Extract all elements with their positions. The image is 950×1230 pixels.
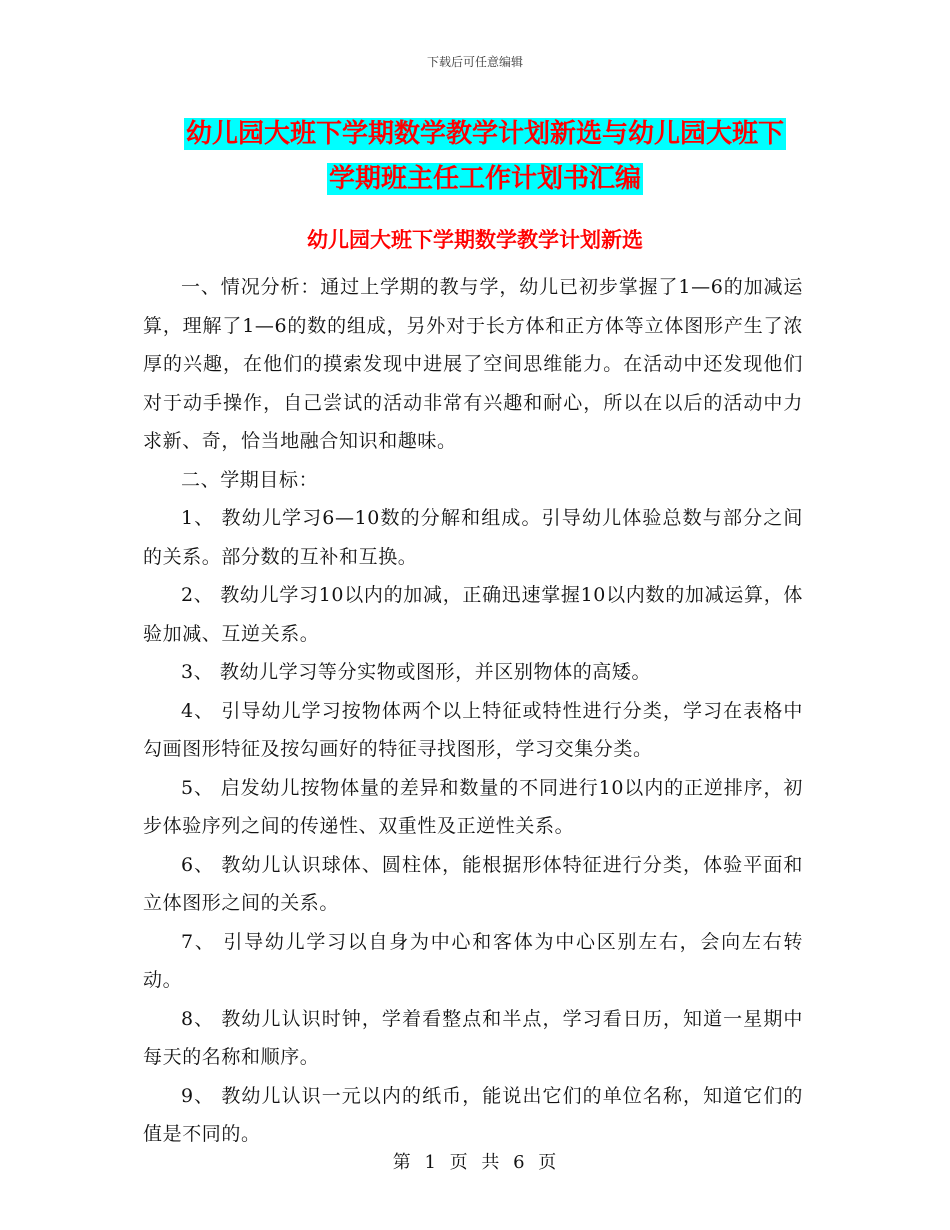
footer-total-label: 共 [481, 1152, 501, 1173]
footer-suffix: 页 [538, 1152, 558, 1173]
goal-item-4: 4、 引导幼儿学习按物体两个以上特征或特性进行分类，学习在表格中勾画图形特征及按勾画好的特征寻找图形，学习交集分类。 [143, 699, 803, 760]
paragraph-situation-analysis: 一、情况分析：通过上学期的教与学，幼儿已初步掌握了1—6的加减运算，理解了1—6的数的组成，另外对于长方体和正方体等立体图形产生了浓厚的兴趣，在他们的摸索发现中进展了空间思维能力。在活动中还发现他们对于动手操作，自己尝试的活动非常有兴趣和耐心，所以在以后的活动中力求新、奇，恰当地融合知识和趣味。 [143, 276, 803, 452]
goal-item-3: 3、 教幼儿学习等分实物或图形，并区别物体的高矮。 [181, 661, 652, 683]
title-line-2: 学期班主任工作计划书汇编 [328, 164, 641, 194]
goal-item-9: 9、 教幼儿认识一元以内的纸币，能说出它们的单位名称，知道它们的值是不同的。 [143, 1084, 803, 1145]
document-title [140, 112, 830, 202]
footer-page-number: 1 [424, 1152, 437, 1173]
goal-item-7: 7、 引导幼儿学习以自身为中心和客体为中心区别左右，会向左右转动。 [143, 930, 803, 991]
goal-item-5: 5、 启发幼儿按物体量的差异和数量的不同进行10以内的正逆排序，初步体验序列之间的传递性、双重性及正逆性关系。 [143, 776, 803, 837]
paragraph-semester-goals: 二、学期目标： [181, 468, 319, 491]
goal-item-8: 8、 教幼儿认识时钟，学着看整点和半点，学习看日历，知道一星期中每天的名称和顺序。 [143, 1007, 803, 1068]
footer-page-label: 页 [449, 1152, 469, 1173]
footer-prefix: 第 [392, 1152, 412, 1173]
body-text [143, 268, 803, 1154]
title-line-1: 幼儿园大班下学期数学教学计划新选与幼儿园大班下 [185, 119, 784, 149]
goal-item-6: 6、 教幼儿认识球体、圆柱体，能根据形体特征进行分类，体验平面和立体图形之间的关系。 [143, 853, 803, 914]
page-footer [0, 1148, 950, 1174]
header-note: 下载后可任意编辑 [426, 55, 523, 69]
goal-item-1: 1、 教幼儿学习6—10数的分解和组成。引导幼儿体验总数与部分之间的关系。部分数的互补和互换。 [143, 507, 803, 568]
footer-total-pages: 6 [513, 1152, 526, 1173]
goal-item-2: 2、 教幼儿学习10以内的加减，正确迅速掌握10以内数的加减运算，体验加减、互逆关系。 [143, 584, 803, 645]
section-title: 幼儿园大班下学期数学教学计划新选 [307, 228, 643, 252]
